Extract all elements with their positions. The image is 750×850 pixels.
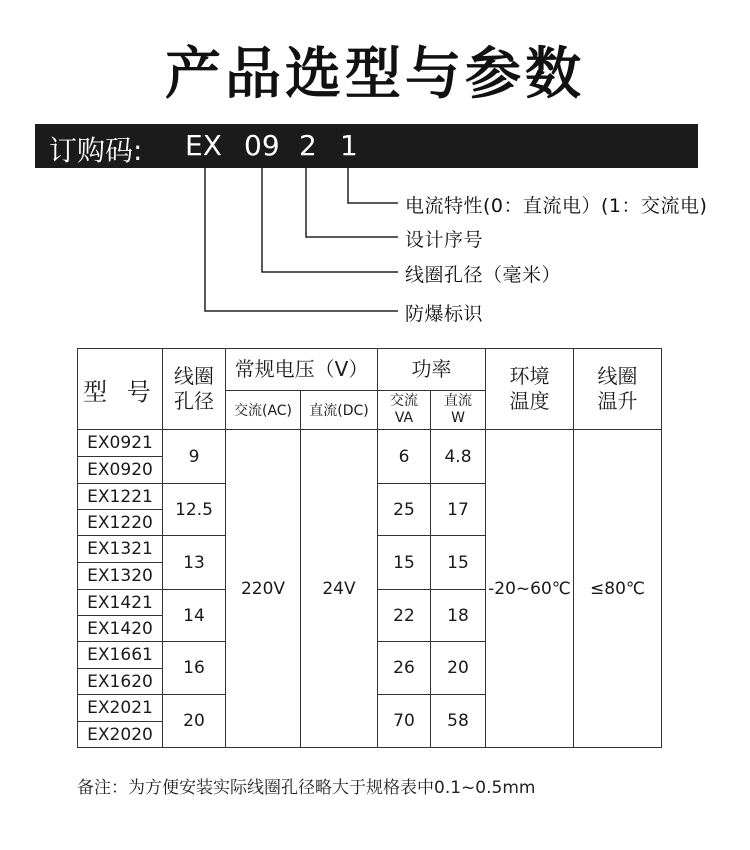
model-cell: EX2020 xyxy=(78,722,163,748)
w-cell: 17 xyxy=(431,484,486,536)
legend-ex-mark: 防爆标识 xyxy=(405,303,484,325)
header-va: 交流 VA xyxy=(378,391,431,430)
w-cell: 20 xyxy=(431,642,486,695)
env-temp-cell: -20~60℃ xyxy=(486,430,574,748)
order-code-label: 订购码: xyxy=(49,134,143,167)
model-cell: EX1221 xyxy=(78,484,163,510)
header-bore: 线圈 孔径 xyxy=(163,349,226,430)
bore-cell: 12.5 xyxy=(163,484,226,536)
header-ac: 交流(AC) xyxy=(226,391,301,430)
header-model: 型 号 xyxy=(78,349,163,430)
legend-coil-bore: 线圈孔径（毫米） xyxy=(405,264,562,286)
leader-line-bore xyxy=(262,168,398,272)
model-cell: EX1620 xyxy=(78,669,163,695)
w-cell: 18 xyxy=(431,590,486,642)
header-coil-rise: 线圈 温升 xyxy=(574,349,662,430)
model-cell: EX1321 xyxy=(78,536,163,563)
w-cell: 58 xyxy=(431,695,486,748)
bore-cell: 14 xyxy=(163,590,226,642)
bore-cell: 13 xyxy=(163,536,226,590)
va-cell: 15 xyxy=(378,536,431,590)
order-code-part-design: 2 xyxy=(299,129,317,162)
bore-cell: 9 xyxy=(163,430,226,484)
va-cell: 6 xyxy=(378,430,431,484)
order-code-part-bore: 09 xyxy=(244,129,280,162)
model-cell: EX1421 xyxy=(78,590,163,616)
order-code-bar xyxy=(35,124,698,168)
legend-design-number: 设计序号 xyxy=(405,229,484,251)
model-cell: EX1320 xyxy=(78,563,163,590)
spec-table xyxy=(77,348,662,748)
model-cell: EX1661 xyxy=(78,642,163,669)
va-cell: 22 xyxy=(378,590,431,642)
header-voltage: 常规电压（V） xyxy=(226,349,378,391)
model-cell: EX1220 xyxy=(78,510,163,536)
page-title: 产品选型与参数 xyxy=(165,42,585,107)
va-cell: 70 xyxy=(378,695,431,748)
w-cell: 15 xyxy=(431,536,486,590)
order-code-part-current: 1 xyxy=(340,129,358,162)
dc-voltage-cell: 24V xyxy=(301,430,378,748)
leader-line-current xyxy=(348,168,398,203)
model-cell: EX1420 xyxy=(78,616,163,642)
header-dc: 直流(DC) xyxy=(301,391,378,430)
ac-voltage-cell: 220V xyxy=(226,430,301,748)
model-cell: EX0920 xyxy=(78,457,163,484)
leader-line-ex xyxy=(205,168,398,311)
order-code-diagram xyxy=(0,168,750,328)
header-env-temp: 环境 温度 xyxy=(486,349,574,430)
footnote: 备注：为方便安装实际线圈孔径略大于规格表中0.1~0.5mm xyxy=(77,778,536,798)
header-w: 直流 W xyxy=(431,391,486,430)
model-cell: EX0921 xyxy=(78,430,163,457)
va-cell: 26 xyxy=(378,642,431,695)
w-cell: 4.8 xyxy=(431,430,486,484)
bore-cell: 16 xyxy=(163,642,226,695)
model-cell: EX2021 xyxy=(78,695,163,722)
header-power: 功率 xyxy=(378,349,486,391)
legend-current-type: 电流特性(0：直流电）(1：交流电) xyxy=(405,195,708,217)
order-code-part-ex: EX xyxy=(185,129,222,162)
table-row xyxy=(78,430,662,457)
va-cell: 25 xyxy=(378,484,431,536)
coil-rise-cell: ≤80℃ xyxy=(574,430,662,748)
bore-cell: 20 xyxy=(163,695,226,748)
